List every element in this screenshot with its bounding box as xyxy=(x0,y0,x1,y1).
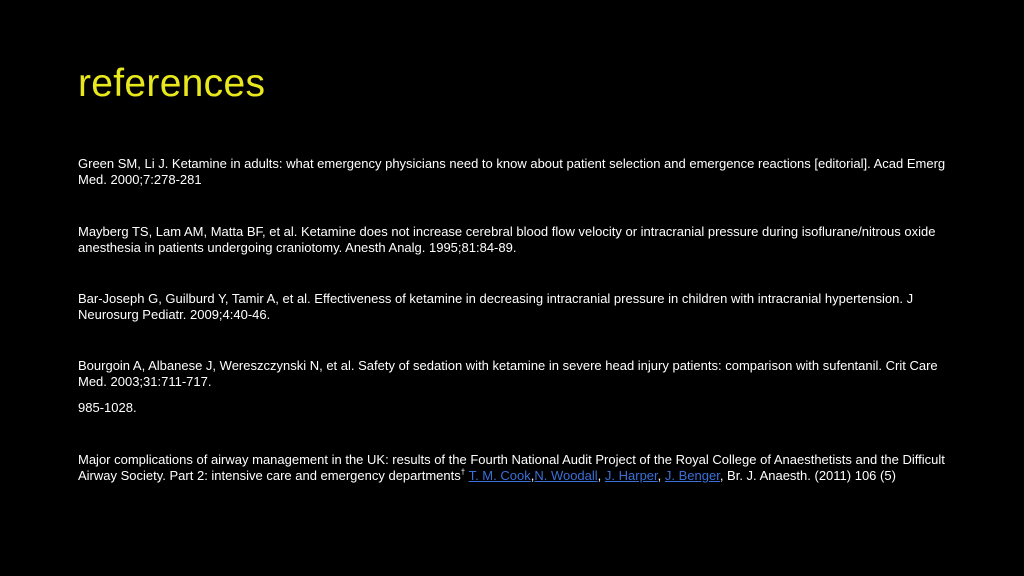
reference-item-continuation: 985-1028. xyxy=(78,400,137,415)
author-link-cook[interactable]: T. M. Cook xyxy=(468,467,531,483)
reference-item xyxy=(78,452,958,483)
dagger-mark: † xyxy=(460,467,466,477)
separator: , xyxy=(597,467,605,483)
reference-item: Bar-Joseph G, Guilburd Y, Tamir A, et al. Effectiveness of ketamine in decreasing intracranial pressure in children with intracranial hypertension. J Neurosurg Pediatr. 2009;4:40-46. xyxy=(78,291,914,322)
author-link-harper[interactable]: J. Harper xyxy=(604,467,658,483)
reference-tail: , Br. J. Anaesth. (2011) 106 (5) xyxy=(719,467,896,483)
reference-item: Mayberg TS, Lam AM, Matta BF, et al. Ketamine does not increase cerebral blood flow velocity or intracranial pressure during isoflurane/nitrous oxide anesthesia in patients undergoing craniotomy. Anesth Analg. 1995;81:84-89. xyxy=(78,224,936,255)
author-link-woodall[interactable]: N. Woodall xyxy=(534,467,598,483)
author-link-benger[interactable]: J. Benger xyxy=(664,467,720,483)
reference-text: Major complications of airway management in the UK: results of the Fourth National Audit Project of the Royal College of Anaesthetists and the Difficult Airway Society. Part 2: intensive care and emergency departments xyxy=(78,452,945,483)
separator: , xyxy=(657,467,665,483)
slide-title: references xyxy=(78,62,266,105)
separator: , xyxy=(530,467,535,483)
reference-item: Bourgoin A, Albanese J, Wereszczynski N, et al. Safety of sedation with ketamine in severe head injury patients: comparison with sufentanil. Crit Care Med. 2003;31:711-717. xyxy=(78,358,938,389)
reference-item: Green SM, Li J. Ketamine in adults: what emergency physicians need to know about patient selection and emergence reactions [editorial]. Acad Emerg Med. 2000;7:278-281 xyxy=(78,156,946,187)
